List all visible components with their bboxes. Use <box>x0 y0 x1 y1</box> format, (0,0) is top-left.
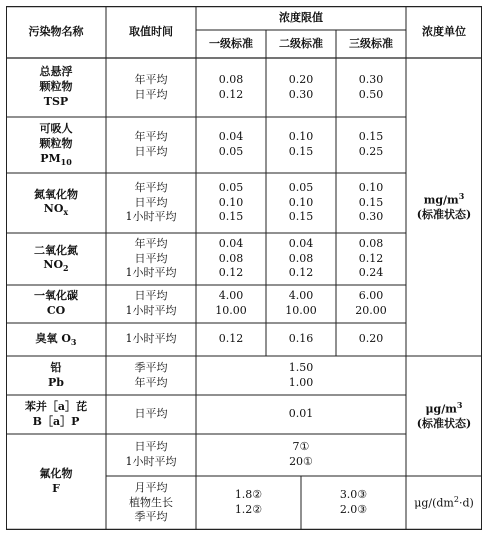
grade2-value-line: 0.16 <box>288 332 314 346</box>
grade1-value-line: 0.08 <box>218 251 244 265</box>
grade3-value <box>336 117 406 173</box>
header-pollutant-line: 污染物名称 <box>28 24 84 38</box>
period-cell-line: 月平均 <box>134 480 168 494</box>
grade1-value <box>196 117 266 173</box>
period-cell-line: 季平均 <box>134 360 168 374</box>
fluoride-left-value-line: 1.8② <box>234 488 263 502</box>
grade3-value-line: 0.30 <box>358 72 384 86</box>
pollutant-name <box>6 58 106 117</box>
header-grade2 <box>266 30 336 58</box>
period-cell-line: 1小时平均 <box>125 210 177 224</box>
grade2-value <box>266 233 336 285</box>
pollutant-name <box>6 356 106 395</box>
period-cell-line: 日平均 <box>134 407 168 421</box>
grade3-value-line: 0.15 <box>358 195 384 209</box>
grade2-value-line: 0.12 <box>288 266 314 280</box>
unit-ugd <box>406 476 482 530</box>
pollutant-name <box>6 395 106 434</box>
grade3-value <box>336 233 406 285</box>
header-grade3-line: 三级标准 <box>349 36 393 50</box>
pollutant-name-line: 臭氧 $O_3$ <box>35 331 77 347</box>
unit-ugd-line: $\mu g/(dm^2\cdot d)$ <box>414 494 474 510</box>
grade1-value-line: 4.00 <box>218 289 244 303</box>
grade2-value-line: 0.04 <box>288 236 314 250</box>
pollutant-name-line: 一氧化碳 <box>34 289 78 303</box>
fluoride-right-value-line: 2.0③ <box>339 503 368 516</box>
period-cell <box>106 323 196 356</box>
period-cell-line: 日平均 <box>134 289 168 303</box>
grade1-value <box>196 173 266 233</box>
pollutant-name-line: Pb <box>48 375 64 389</box>
pollutant-name <box>6 434 106 530</box>
period-cell-line: 1小时平均 <box>125 304 177 317</box>
pollutant-name-line: CO <box>46 304 66 317</box>
merged-value <box>196 356 406 395</box>
air-quality-standards-table <box>6 6 482 530</box>
header-period <box>106 6 196 58</box>
pollutant-name-line: 可吸人 <box>39 122 73 136</box>
grade1-value-line: 0.12 <box>218 332 244 346</box>
pollutant-name-line: 二氧化氮 <box>34 243 78 257</box>
grade1-value-line: 0.04 <box>218 236 244 250</box>
grade2-value-line: 0.10 <box>288 195 314 209</box>
header-unit <box>406 6 482 58</box>
grade3-value <box>336 323 406 356</box>
merged-value-line: 0.01 <box>288 407 314 421</box>
grade3-value-line: 20.00 <box>355 304 387 317</box>
grade2-value-line: 10.00 <box>285 304 317 317</box>
period-cell-line: 1小时平均 <box>125 332 177 346</box>
grade2-value-line: 4.00 <box>288 289 314 303</box>
header-grade1 <box>196 30 266 58</box>
pollutant-name <box>6 117 106 173</box>
grade2-value-line: 0.20 <box>288 72 314 86</box>
period-cell <box>106 233 196 285</box>
fluoride-right-value-line: 3.0③ <box>339 488 368 502</box>
grade2-value <box>266 285 336 323</box>
pollutant-name-line: $NO_2$ <box>43 258 69 274</box>
grade3-value-line: 0.20 <box>358 332 384 346</box>
unit-mg-line: $mg/m^3$ <box>423 190 465 207</box>
grade3-value-line: 0.50 <box>358 87 384 101</box>
unit-ug-line: (标准状态) <box>416 417 472 431</box>
grade2-value <box>266 323 336 356</box>
grade2-value-line: 0.08 <box>288 251 314 265</box>
period-cell <box>106 58 196 117</box>
pollutant-name-line: 总悬浮 <box>39 65 73 79</box>
grade1-value-line: 0.05 <box>218 180 244 194</box>
merged-value-line: 1.00 <box>288 375 314 389</box>
grade1-value-line: 0.12 <box>218 266 244 280</box>
grade3-value-line: 0.30 <box>358 210 384 224</box>
grade3-value-line: 0.24 <box>358 266 384 280</box>
pollutant-name-line: B［a］P <box>32 414 80 428</box>
grade3-value-line: 0.10 <box>358 180 384 194</box>
grade2-value <box>266 173 336 233</box>
grade1-value-line: 0.12 <box>218 87 244 101</box>
grade1-value <box>196 58 266 117</box>
grade2-value-line: 0.15 <box>288 210 314 224</box>
pollutant-name-line: 氮氧化物 <box>34 187 78 201</box>
period-cell <box>106 434 196 476</box>
pollutant-name-line: 氟化物 <box>39 467 73 481</box>
grade2-value <box>266 58 336 117</box>
period-cell-line: 年平均 <box>134 236 168 250</box>
period-cell-line: 季平均 <box>134 510 168 524</box>
period-cell-line: 年平均 <box>134 130 168 144</box>
period-cell <box>106 285 196 323</box>
merged-value-line: 20① <box>289 455 313 468</box>
pollutant-name-line: TSP <box>43 94 69 108</box>
period-cell-line: 年平均 <box>134 180 168 194</box>
grade2-value <box>266 117 336 173</box>
pollutant-name <box>6 285 106 323</box>
period-cell <box>106 173 196 233</box>
grade2-value-line: 0.10 <box>288 130 314 144</box>
merged-value <box>196 434 406 476</box>
period-cell-line: 年平均 <box>134 72 168 86</box>
pollutant-name <box>6 233 106 285</box>
grade3-value <box>336 173 406 233</box>
grade1-value-line: 0.05 <box>218 145 244 158</box>
period-cell <box>106 356 196 395</box>
period-cell-line: 日平均 <box>134 195 168 209</box>
period-cell-line: 日平均 <box>134 87 168 101</box>
grade2-value-line: 0.30 <box>288 87 314 101</box>
grade1-value-line: 0.04 <box>218 130 244 144</box>
period-cell-line: 1小时平均 <box>125 266 177 280</box>
grade1-value-line: 0.15 <box>218 210 244 224</box>
pollutant-name <box>6 323 106 356</box>
fluoride-left-value <box>196 476 301 530</box>
period-cell-line: 日平均 <box>134 251 168 265</box>
period-cell <box>106 395 196 434</box>
unit-mg <box>406 58 482 356</box>
pollutant-name-line: 颗粒物 <box>39 137 73 150</box>
merged-value <box>196 395 406 434</box>
grade3-value-line: 0.12 <box>358 251 384 265</box>
merged-value-line: 7① <box>292 440 310 454</box>
header-grade3 <box>336 30 406 58</box>
grade1-value-line: 0.10 <box>218 195 244 209</box>
header-period-line: 取值时间 <box>129 24 173 38</box>
header-pollutant <box>6 6 106 58</box>
period-cell-line: 1小时平均 <box>125 455 177 468</box>
grade1-value <box>196 233 266 285</box>
grade1-value-line: 10.00 <box>215 304 247 317</box>
period-cell-line: 年平均 <box>134 375 168 389</box>
grade3-value <box>336 285 406 323</box>
header-unit-line: 浓度单位 <box>422 24 466 38</box>
pollutant-name-line: $PM_{10}$ <box>40 151 72 168</box>
grade1-value <box>196 285 266 323</box>
header-grade1-line: 一级标准 <box>209 36 253 50</box>
grade3-value-line: 0.08 <box>358 236 384 250</box>
pollutant-name <box>6 173 106 233</box>
period-cell <box>106 476 196 530</box>
unit-mg-line: (标准状态) <box>416 208 472 222</box>
pollutant-name-line: 颗粒物 <box>39 80 73 94</box>
header-limit <box>196 6 406 30</box>
fluoride-left-value-line: 1.2② <box>234 503 263 516</box>
grade1-value <box>196 323 266 356</box>
unit-ug-line: $\mu g/m^3$ <box>425 399 463 416</box>
fluoride-right-value <box>301 476 406 530</box>
period-cell-line: 植物生长 <box>129 495 173 509</box>
period-cell <box>106 117 196 173</box>
grade2-value-line: 0.05 <box>288 180 314 194</box>
unit-ug <box>406 356 482 476</box>
period-cell-line: 日平均 <box>134 145 168 158</box>
grade1-value-line: 0.08 <box>218 72 244 86</box>
grade3-value-line: 0.15 <box>358 130 384 144</box>
period-cell-line: 日平均 <box>134 440 168 454</box>
grade3-value-line: 0.25 <box>358 145 384 158</box>
pollutant-name-line: 苯并［a］芘 <box>24 399 88 413</box>
pollutant-name-line: $NO_x$ <box>43 202 69 218</box>
header-limit-line: 浓度限值 <box>279 10 323 24</box>
grade2-value-line: 0.15 <box>288 145 314 158</box>
grade3-value-line: 6.00 <box>358 289 384 303</box>
pollutant-name-line: F <box>52 482 60 495</box>
merged-value-line: 1.50 <box>288 360 314 374</box>
header-grade2-line: 二级标准 <box>279 36 323 50</box>
pollutant-name-line: 铅 <box>50 360 62 374</box>
grade3-value <box>336 58 406 117</box>
